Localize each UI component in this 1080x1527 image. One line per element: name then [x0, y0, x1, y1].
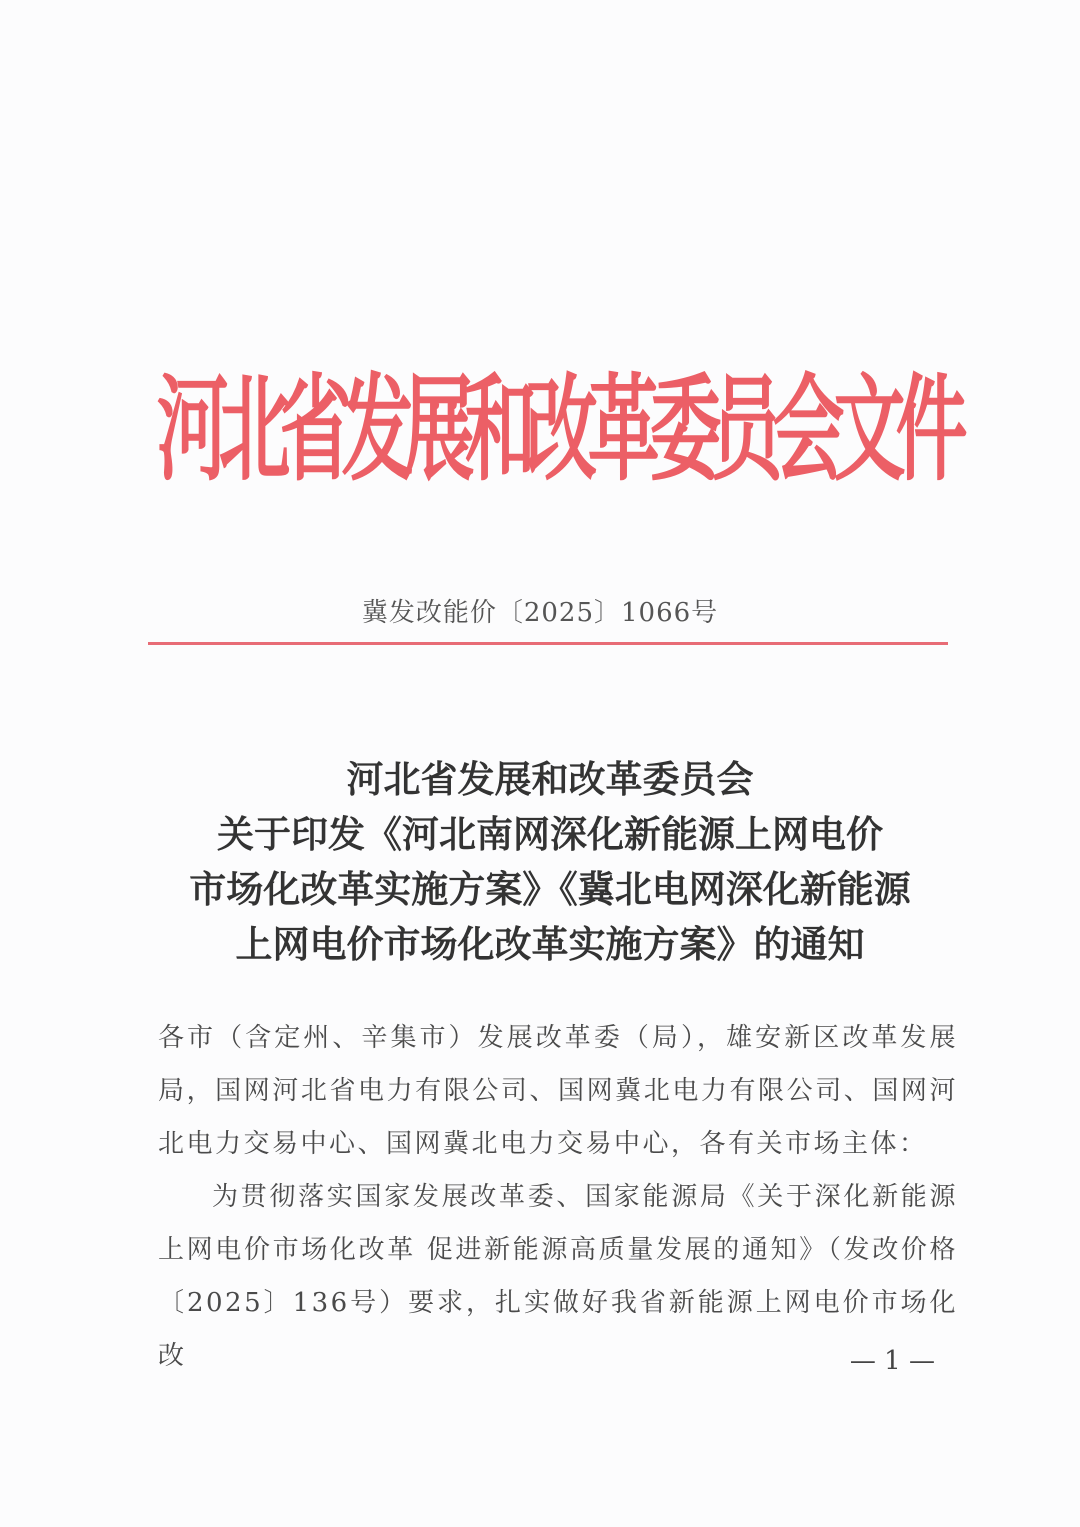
issuer-char: 和	[464, 362, 537, 497]
addressees: 各市（含定州、辛集市）发展改革委（局），雄安新区改革发展局，国网河北省电力有限公司、国网冀北电力有限公司、国网河北电力交易中心、国网冀北电力交易中心，各有关市场主体：	[158, 1023, 958, 1159]
document-title	[150, 752, 950, 972]
title-line: 上网电价市场化改革实施方案》的通知	[235, 922, 865, 966]
issuer-char: 省	[279, 362, 352, 497]
issuer-char: 委	[649, 362, 722, 497]
title-line: 市场化改革实施方案》《冀北电网深化新能源	[189, 867, 911, 911]
body-paragraph: 为贯彻落实国家发展改革委、国家能源局《关于深化新能源上网电价市场化改革 促进新能源高质量发展的通知》（发改价格〔2025〕136号）要求，扎实做好我省新能源上网电价市场化改	[158, 1182, 958, 1371]
red-divider	[148, 642, 948, 645]
document-number: 冀发改能价〔2025〕1066号	[361, 598, 719, 628]
title-line: 关于印发《河北南网深化新能源上网电价	[217, 812, 883, 856]
issuer-char: 件	[895, 362, 968, 497]
title-line: 河北省发展和改革委员会	[346, 757, 754, 801]
issuer-char: 展	[403, 362, 475, 497]
issuer-char: 文	[834, 362, 906, 497]
issuer-header	[150, 339, 968, 502]
issuer-char: 革	[587, 362, 660, 497]
document-body	[158, 1012, 958, 1383]
issuer-char: 河	[156, 362, 229, 497]
issuer-char: 会	[772, 362, 845, 497]
issuer-char: 改	[526, 362, 598, 497]
issuer-char: 员	[710, 362, 783, 497]
page-number: — 1 —	[849, 1346, 935, 1376]
issuer-char: 北	[218, 362, 291, 497]
issuer-char: 发	[341, 362, 414, 497]
